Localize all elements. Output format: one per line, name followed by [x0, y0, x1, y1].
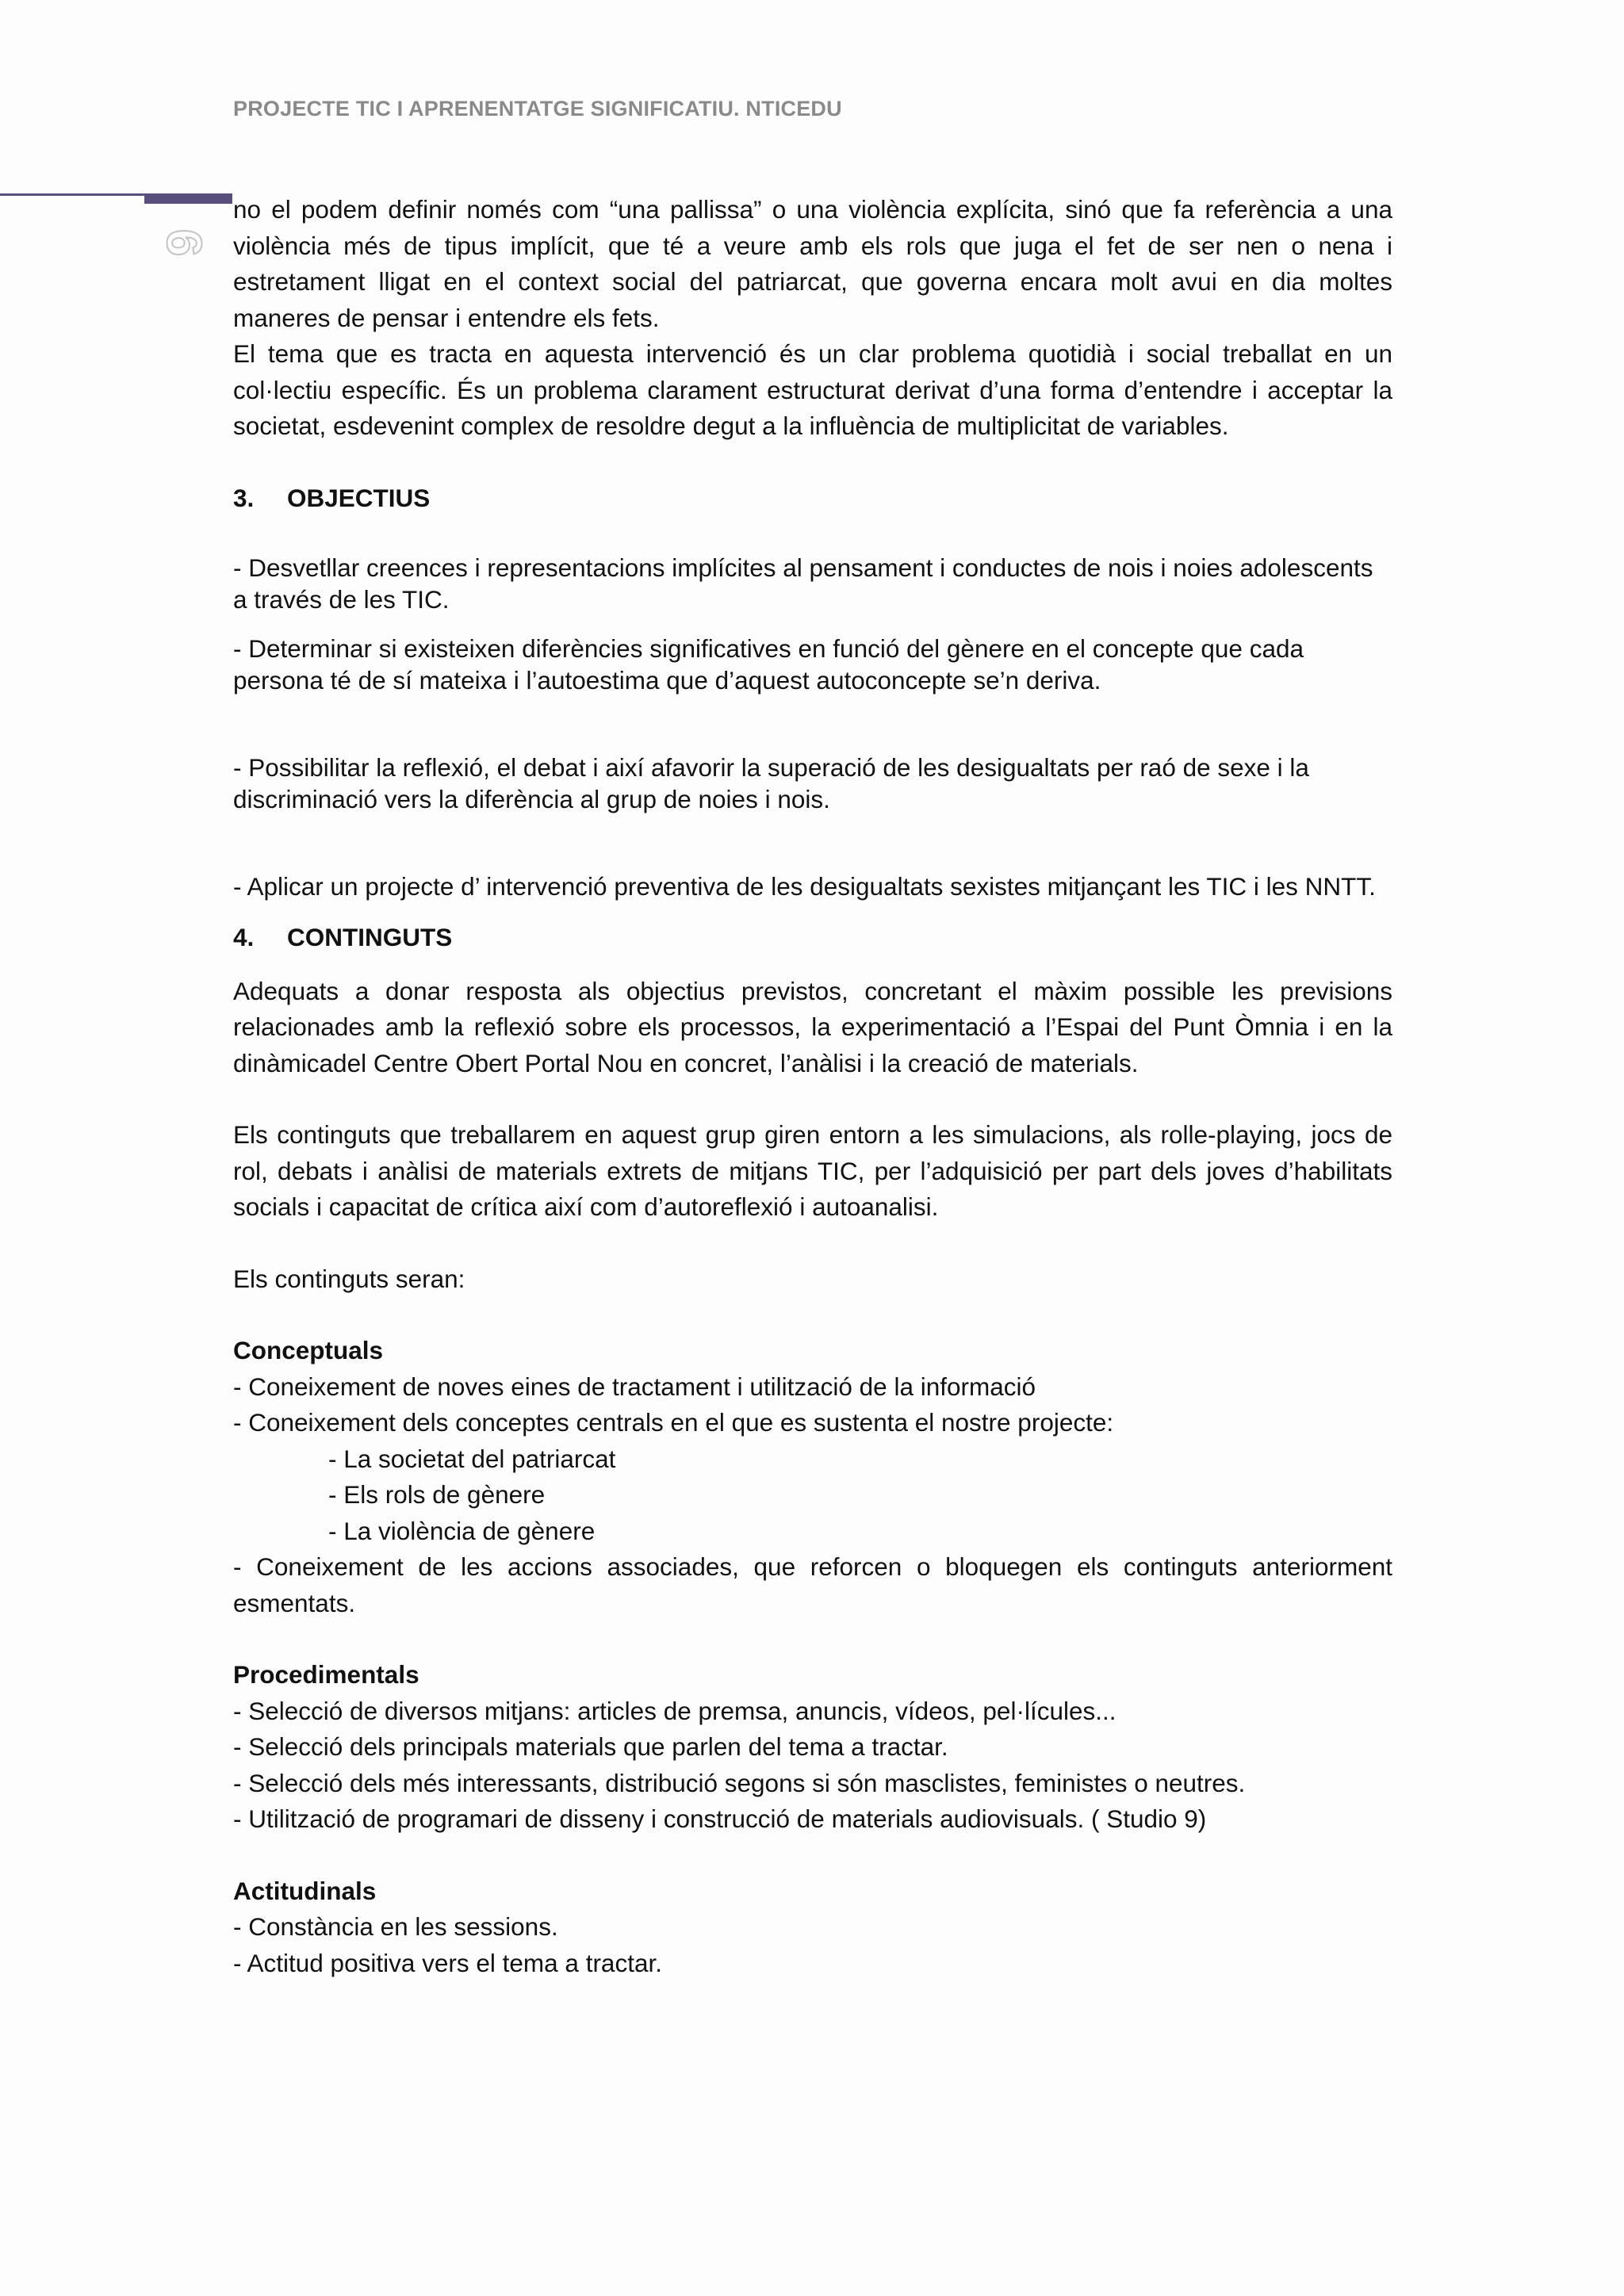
page-number-tab: [144, 195, 232, 204]
intro-paragraph-2: El tema que es tracta en aquesta intervenció és un clar problema quotidià i social treballat en un col·lectiu específic. És un problema clarament estructurat derivat d’una forma d’entendre i acceptar la societat, esdevenint complex de resoldre degut a la influència de multiplicitat de variables.: [233, 339, 1392, 440]
continguts-paragraph-2: Els continguts que treballarem en aquest grup giren entorn a les simulacions, als rolle-playing, jocs de rol, debats i anàlisi de materials extrets de mitjans TIC, per l’adquisició per part dels joves d’habilitats socials i capacitat de crítica així com d’autoreflexió i autoanalisi.: [233, 1120, 1392, 1221]
section-heading-continguts: [233, 920, 1392, 956]
procedimentals-item: - Selecció dels principals materials que parlen del tema a tractar.: [233, 1732, 948, 1761]
subheading-conceptuals: Conceptuals: [233, 1336, 384, 1364]
objective-item-2: - Determinar si existeixen diferències significatives en funció del gènere en el concepte que cada persona té de sí mateixa i l’autoestima que d’aquest autoconcepte se’n deriva.: [233, 634, 1304, 695]
conceptuals-item-1: - Coneixement de noves eines de tractament i utilització de la informació: [233, 1372, 1036, 1401]
conceptuals-sub-item: - La societat del patriarcat: [328, 1444, 616, 1473]
page-number: 9: [158, 228, 213, 257]
procedimentals-item: - Utilització de programari de disseny i construcció de materials audiovisuals. ( Studio 9): [233, 1804, 1207, 1833]
section-number: 3.: [233, 483, 255, 512]
actitudinals-item: - Actitud positiva vers el tema a tractar.: [233, 1948, 662, 1977]
continguts-paragraph-1: Adequats a donar resposta als objectius previstos, concretant el màxim possible les previsions relacionades amb la reflexió sobre els processos, la experimentació a l’Espai del Punt Òmnia i en la dinàmicadel Centre Obert Portal Nou en concret, l’anàlisi i la creació de materials.: [233, 976, 1392, 1077]
section-number: 4.: [233, 923, 255, 951]
page-header-title: PROJECTE TIC I APRENENTATGE SIGNIFICATIU. NTICEDU: [233, 97, 842, 121]
section-title: CONTINGUTS: [287, 923, 453, 951]
conceptuals-item-3: - Coneixement de les accions associades, que reforcen o bloquegen els continguts anteriorment esmentats.: [233, 1552, 1392, 1617]
conceptuals-item-2: - Coneixement dels conceptes centrals en el que es sustenta el nostre projecte:: [233, 1408, 1114, 1437]
procedimentals-item: - Selecció dels més interessants, distribució segons si són masclistes, feministes o neutres.: [233, 1768, 1246, 1797]
continguts-paragraph-3: Els continguts seran:: [233, 1264, 465, 1293]
objective-item-1: - Desvetllar creences i representacions implícites al pensament i conductes de nois i noies adolescents a través de les TIC.: [233, 553, 1373, 614]
procedimentals-item: - Selecció de diversos mitjans: articles de premsa, anuncis, vídeos, pel·lícules...: [233, 1696, 1116, 1725]
subheading-actitudinals: Actitudinals: [233, 1876, 377, 1905]
objective-item-3: - Possibilitar la reflexió, el debat i així afavorir la superació de les desigualtats per raó de sexe i la discriminació vers la diferència al grup de noies i nois.: [233, 753, 1309, 813]
conceptuals-sub-item: - La violència de gènere: [328, 1516, 596, 1545]
document-body: [233, 192, 1392, 1981]
objective-item-4: - Aplicar un projecte d’ intervenció preventiva de les desigualtats sexistes mitjançant les TIC i les NNTT.: [233, 872, 1376, 901]
actitudinals-item: - Constància en les sessions.: [233, 1912, 558, 1941]
subheading-procedimentals: Procedimentals: [233, 1660, 419, 1689]
conceptuals-sub-item: - Els rols de gènere: [328, 1480, 546, 1509]
section-heading-objectius: [233, 480, 1392, 517]
section-title: OBJECTIUS: [287, 483, 431, 512]
intro-paragraph-1: no el podem definir només com “una pallissa” o una violència explícita, sinó que fa referència a una violència més de tipus implícit, que té a veure amb els rols que juga el fet de ser nen o nena i estretament lligat en el context social del patriarcat, que governa encara molt avui en dia moltes maneres de pensar i entendre els fets.: [233, 195, 1392, 332]
